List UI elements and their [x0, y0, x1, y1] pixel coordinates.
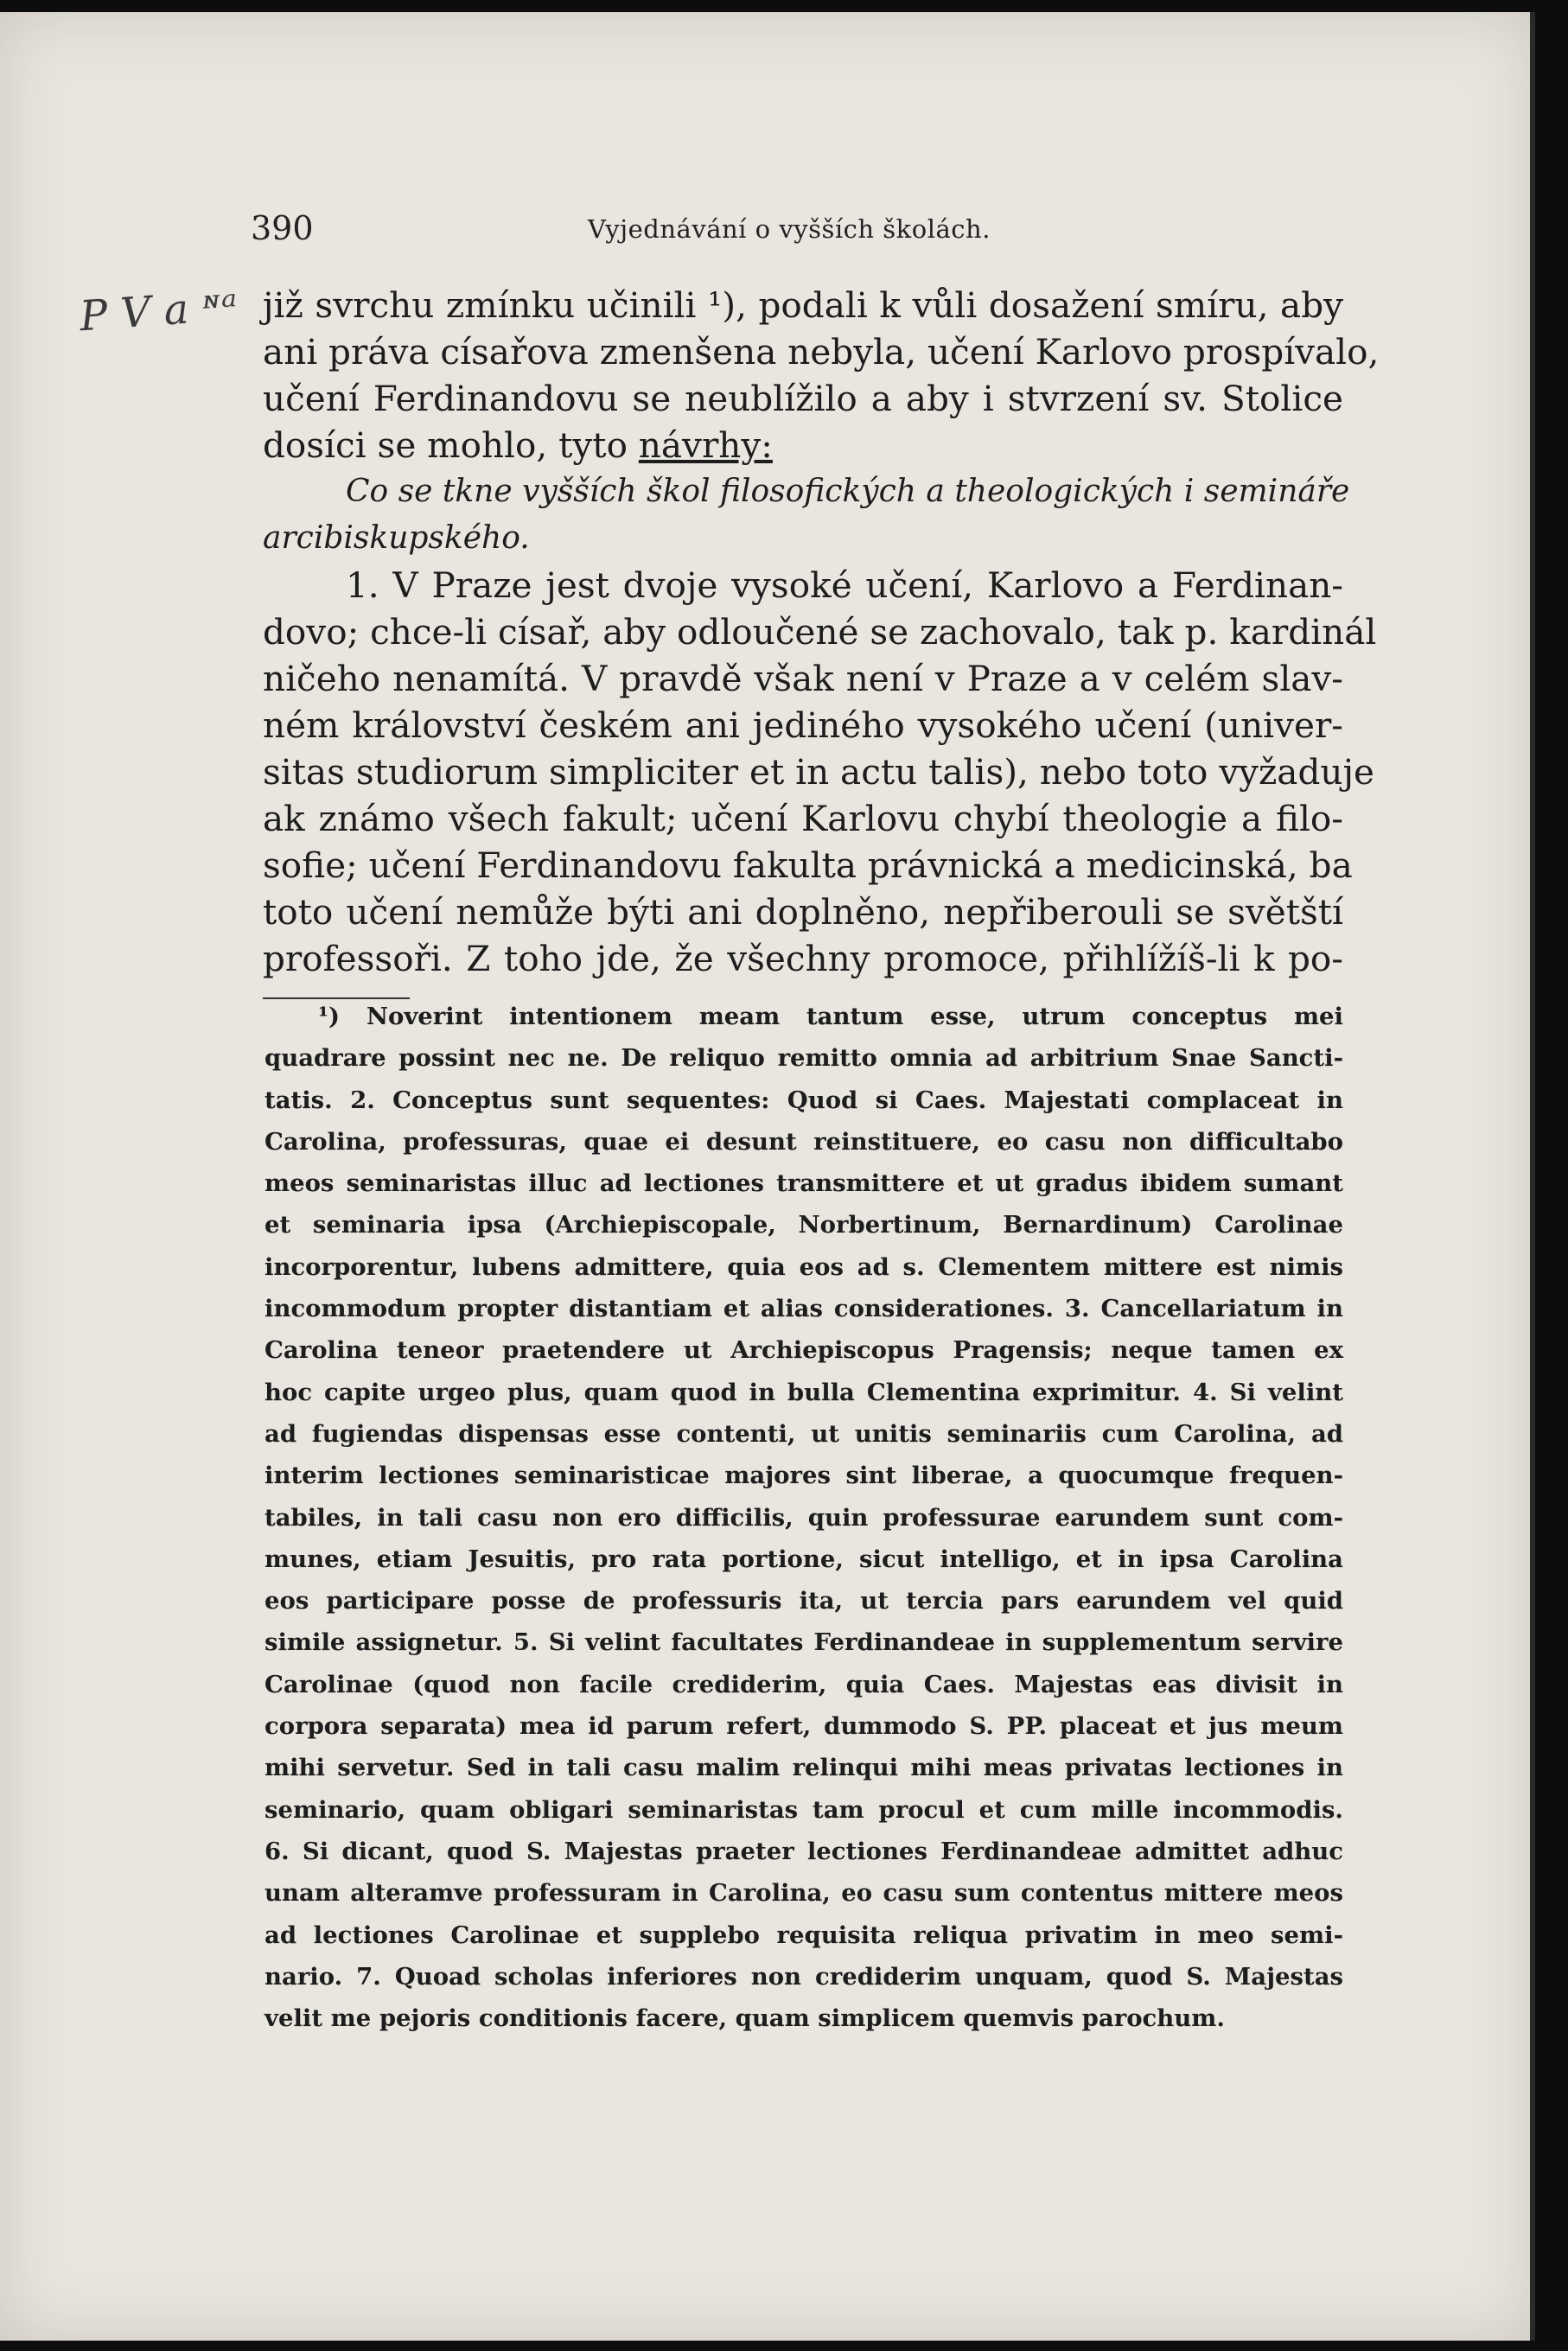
footnote-line: seminario, quam obligari seminaristas tam procul et cum mille incommodis.: [265, 1795, 1343, 1824]
body-line: professoři. Z toho jde, že všechny promoce, přihlížíš-li k po-: [263, 938, 1343, 979]
footnote-line: corpora separata) mea id parum refert, dummodo S. PP. placeat et jus meum: [265, 1712, 1343, 1741]
footnote-line: meos seminaristas illuc ad lectiones transmittere et ut gradus ibidem sumant: [265, 1169, 1343, 1198]
footnote-line: mihi servetur. Sed in tali casu malim relinqui mihi meas privatas lectiones in: [265, 1754, 1343, 1782]
footnote-line: tatis. 2. Conceptus sunt sequentes: Quod si Caes. Majestati complaceat in: [265, 1086, 1343, 1114]
footnote-line: simile assignetur. 5. Si velint facultates Ferdinandeae in supplementum servire: [265, 1628, 1343, 1657]
body-line: ničeho nenamítá. V pravdě však není v Praze a v celém slav-: [263, 658, 1343, 699]
footnote-line: incommodum propter distantiam et alias considerationes. 3. Cancellariatum in: [265, 1295, 1343, 1323]
body-line: dovo; chce-li císař, aby odloučené se zachovalo, tak p. kardinál: [263, 611, 1377, 653]
body-line: ani práva císařova zmenšena nebyla, učení Karlovo prospívalo,: [263, 331, 1380, 373]
footnote-line: 6. Si dicant, quod S. Majestas praeter lectiones Ferdinandeae admittet adhuc: [265, 1837, 1343, 1865]
footnote-line: interim lectiones seminaristicae majores sint liberae, a quocumque frequen-: [265, 1462, 1343, 1490]
body-line: ak známo všech fakult; učení Karlovu chybí theologie a filo-: [263, 798, 1343, 839]
body-line: toto učení nemůže býti ani doplněno, nepřiberouli se světští: [263, 891, 1343, 933]
body-line: 1. V Praze jest dvoje vysoké učení, Karlovo a Ferdinan-: [346, 564, 1343, 606]
footnote-line: velit me pejoris conditionis facere, quam simplicem quemvis parochum.: [265, 2004, 1225, 2033]
footnote-line: tabiles, in tali casu non ero difficilis, quin professurae earundem sunt com-: [265, 1503, 1343, 1532]
body-line: sofie; učení Ferdinandovu fakulta právnická a medicinská, ba: [263, 844, 1353, 886]
footnote-line: et seminaria ipsa (Archiepiscopale, Norbertinum, Bernardinum) Carolinae: [265, 1211, 1343, 1239]
footnote-line: nario. 7. Quoad scholas inferiores non crediderim unquam, quod S. Majestas: [265, 1962, 1343, 1991]
scanned-page: [0, 12, 1535, 2341]
footnote-line: ad lectiones Carolinae et supplebo requisita reliqua privatim in meo semi-: [265, 1921, 1343, 1949]
page-edge-shadow: [1530, 12, 1535, 2341]
main-text: [263, 282, 1380, 982]
underlined-word: návrhy:: [638, 424, 773, 466]
footnote-block: [265, 996, 1343, 2039]
footnote-line: eos participare posse de professuris ita, ut tercia pars earundem vel quid: [265, 1587, 1343, 1615]
body-line: sitas studiorum simpliciter et in actu talis), nebo toto vyžaduje: [263, 751, 1374, 793]
section-heading-cont: arcibiskupského.: [263, 520, 530, 556]
page-header: [251, 209, 1348, 252]
footnote-line: incorporentur, lubens admittere, quia eos ad s. Clementem mittere est nimis: [265, 1252, 1343, 1281]
footnote-line: hoc capite urgeo plus, quam quod in bulla Clementina exprimitur. 4. Si velint: [265, 1378, 1343, 1406]
footnote-line: munes, etiam Jesuitis, pro rata portione, sicut intelligo, et in ipsa Carolina: [265, 1545, 1343, 1573]
footnote-line: unam alteramve professuram in Carolina, eo casu sum contentus mittere meos: [265, 1879, 1343, 1908]
footnote-line: Carolinae (quod non facile crediderim, quia Caes. Majestas eas divisit in: [265, 1670, 1343, 1698]
body-line: již svrchu zmínku učinili ¹), podali k vůli dosažení smíru, aby: [263, 284, 1343, 326]
footnote-line: quadrare possint nec ne. De reliquo remitto omnia ad arbitrium Snae Sancti-: [265, 1044, 1343, 1073]
running-title: Vyjednávání o vyšších školách.: [588, 214, 991, 244]
section-heading: Co se tkne vyšších škol filosofických a theologických i semináře: [346, 474, 1350, 509]
footnote-line: ¹) Noverint intentionem meam tantum esse, utrum conceptus mei: [318, 1003, 1343, 1030]
footnote-line: Carolina teneor praetendere ut Archiepiscopus Pragensis; neque tamen ex: [265, 1336, 1343, 1365]
footnote-line: ad fugiendas dispensas esse contenti, ut unitis seminariis cum Carolina, ad: [265, 1419, 1343, 1448]
page-number: 390: [251, 209, 314, 247]
body-line: dosíci se mohlo, tyto návrhy:: [263, 424, 773, 466]
body-line: učení Ferdinandovu se neublížilo a aby i stvrzení sv. Stolice: [263, 378, 1343, 419]
body-line: ném království českém ani jediného vysokého učení (univer-: [263, 704, 1343, 746]
handwritten-margin-note: P V a ᶰᵃ: [78, 281, 239, 341]
footnote-line: Carolina, professuras, quae ei desunt reinstituere, eo casu non difficultabo: [265, 1127, 1343, 1156]
